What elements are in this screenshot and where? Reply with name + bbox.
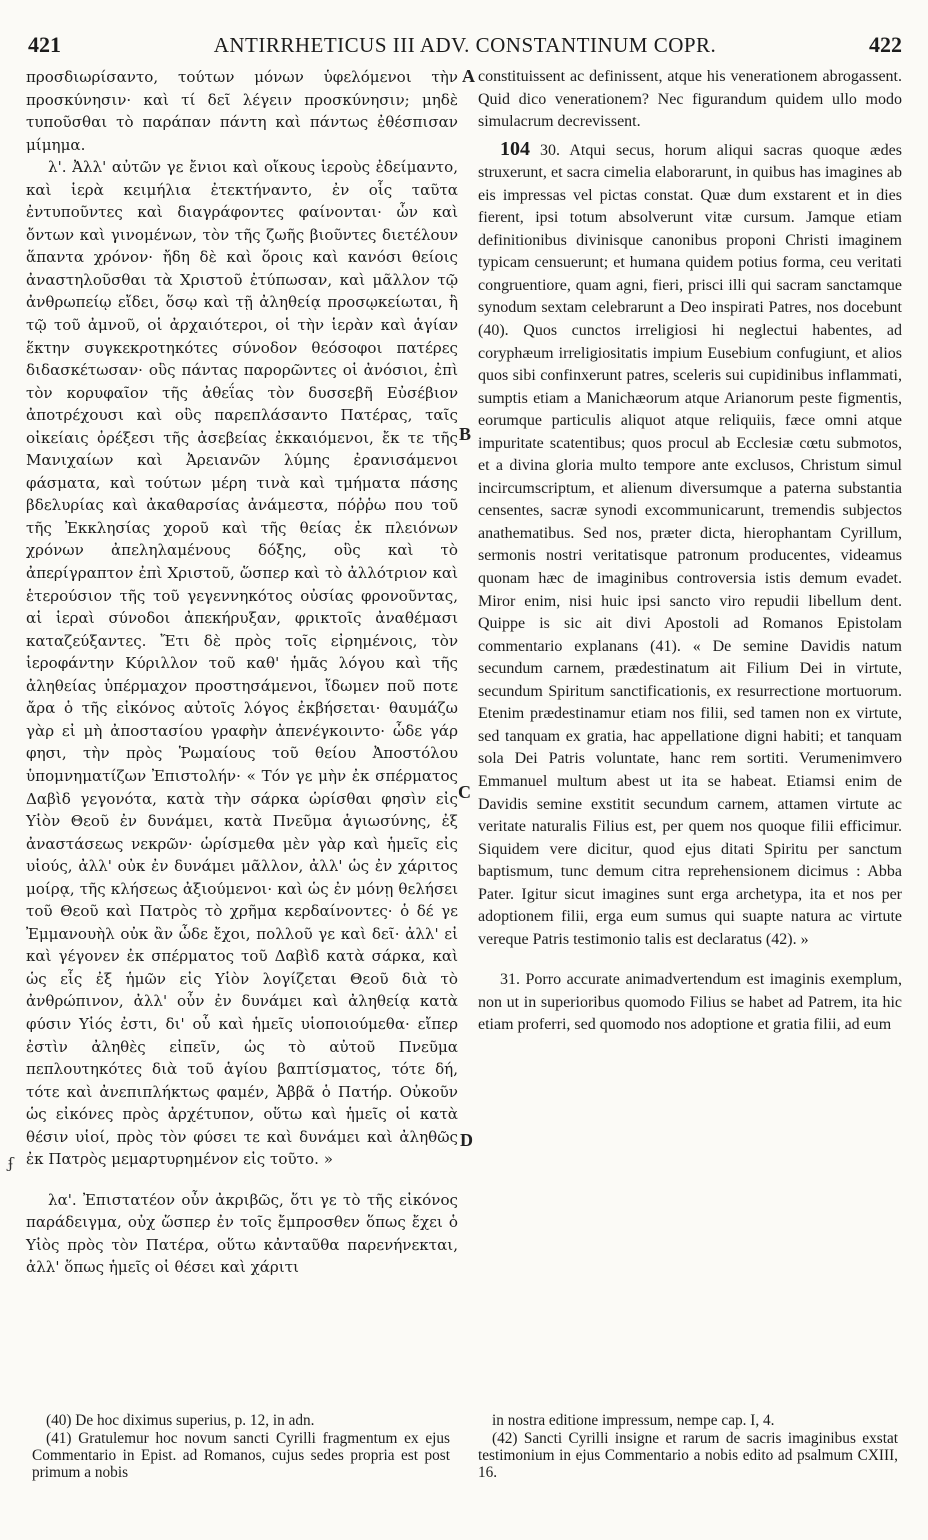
greek-paragraph-30: λ'. Ἀλλ' αὐτῶν γε ἔνιοι καὶ οἴκους ἱεροὺς ἐδείμαντο, καὶ ἱερὰ κειμήλια ἐτεκτήναντο, ἐν οἷς ταῦτα ἐντυποῦντες καὶ διαγράφοντες φαίνονται· ὧν καὶ ὄντων καὶ γινομένων, τὸν τῆς ζωῆς βιοῦντες διετέλουν ἅπαντα χρόνον· ἤδη δὲ καὶ ὅροις καὶ κανόσι θείοις ἀναστηλοῦσθαι τὰ Χριστοῦ ἐτύπωσαν, καὶ μᾶλλον τῷ ἀνθρωπείῳ εἴδει, ὅσῳ καὶ τῇ ἀληθείᾳ προσῳκείωται, ἢ τῷ τοῦ ἀμνοῦ, οἱ ἀρχαιότεροι, οἱ τὴν ἱερὰν καὶ ἁγίαν ἕκτην συγκεκροτηκότες σύνοδον θεόσοφοι πατέρες διδασκέτωσαν· οὓς πάντας παρορῶντες οἱ ἀνόσιοι, ἐπὶ τὸν κορυφαῖον τῆς ἀθεΐας τὸν δυσσεβῆ Εὐσέβιον ἀποτρέχουσι καὶ οὓς παρεπλάσαντο Πατέρας, ταῖς οἰκείαις ὀρέξεσι τῆς ἀσεβείας ἐκκαιόμενοι, ἔκ τε τῆς Μανιχαίων καὶ Ἀρειανῶν λύμης ἐρανισάμενοι φάσματα, καὶ τούτων μέρη τινὰ καὶ τμήματα πάσης βδελυρίας καὶ ἀκαθαρσίας ἀνάμεστα, πόῤῥω που τοῦ τῆς Ἐκκλησίας χοροῦ καὶ τῆς θείας ἐκ πλειόνων χρόνων ἀπεληλαμένους δόξης, οὓς καὶ τὸ ἀπερίγραπτον ἐπὶ Χριστοῦ, ὥσπερ καὶ τὸ ἀλλότριον καὶ ἑτερούσιον τῆς τοῦ γεγεννηκότος οὐσίας φρονοῦντας, αἱ ἱεραὶ σύνοδοι ἀπεκήρυξαν, φρικτοῖς ἀναθέμασι καταζεύξαντες. Ἔτι δὲ πρὸς τοῖς εἰρημένοις, τὸν ἱεροφάντην Κύριλλον τοῦ καθ' ἡμᾶς λόγου καὶ τῆς ἀληθείας ὑπέρμαχον προστησάμενοι, ἴδωμεν ποῦ ποτε ἄρα ὁ τῆς εἰκόνος αὐτοῖς λόγος ἐκβήσεται· θαυμάζω γὰρ εἰ μὴ ἀποστασίου γραφὴν ἀπενέγκοιντο· ὧδε γάρ φησι, τὴν πρὸς Ῥωμαίους τοῦ θείου Ἀποστόλου ὑπομνηματίζων Ἐπιστολήν· « Τόν γε μὴν ἐκ σπέρματος Δαβὶδ γεγονότα, κατὰ τὴν σάρκα ὡρίσθαι φησὶν εἰς Υἱὸν Θεοῦ ἐν δυνάμει, κατὰ Πνεῦμα ἁγιωσύνης, ἐξ ἀναστάσεως νεκρῶν· ὡρίσμεθα μὲν γὰρ καὶ ἡμεῖς εἰς υἱούς, ἀλλ' οὐκ ἐν δυνάμει μᾶλλον, ἀλλ' ὡς ἐν χάριτος μοίρᾳ, τῆς κλήσεως ἀξιούμενοι· καὶ ὡς ἐν μόνῃ θελήσει τοῦ Θεοῦ καὶ Πατρὸς τὸ χρῆμα κερδαίνοντες· ὁ δέ γε Ἐμμανουὴλ οὐκ ἂν ὧδε ἔχοι, πολλοῦ γε καὶ δεῖ· ἀλλ' εἰ καὶ γέγονεν ἐκ σπέρματος τοῦ Δαβὶδ κατὰ σάρκα, καὶ ὡς εἷς ἐξ ἡμῶν εἰς Υἱὸν λογίζεται Θεοῦ διὰ τὸ ἀνθρώπινον, ἀλλ' οὖν ἐν δυνάμει καὶ ἀληθείᾳ κατὰ φύσιν Υἱός ἐστι, δι' οὗ καὶ ἡμεῖς υἱοποιούμεθα· εἴπερ ἐστὶν ἀληθὲς εἰπεῖν, ὡς τὸ αὐτοῦ Πνεῦμα πεπλουτηκότες διὰ τοῦ ἁγίου βαπτίσματος, τότε δή, τότε καὶ ἀνεπιπλήκτως φαμέν, Ἀββᾶ ὁ Πατήρ. Οὐκοῦν ὡς εἰκόνες πρὸς ἀρχέτυπον, οὕτω καὶ ἡμεῖς οἱ κατὰ θέσιν υἱοί, πρὸς τὸν φύσει τε καὶ δυνάμει καὶ ἀληθῶς ἐκ Πατρὸς μεμαρτυρημένον εἰς τοῦτο. » [26, 158, 458, 1169]
footnote-42: (42) Sancti Cyrilli insigne et rarum de sacris imaginibus exstat testimonium in ejus Commentario a nobis edito ad psalmum CXIII, 16. [478, 1430, 898, 1481]
margin-letter-c: C [458, 782, 471, 802]
page-number-left: 421 [28, 32, 61, 57]
greek-paragraph-31: λα'. Ἐπιστατέον οὖν ἀκριβῶς, ὅτι γε τὸ τῆς εἰκόνος παράδειγμα, οὐχ ὥσπερ ἐν τοῖς ἔμπροσθεν ὅπως ἔχει ὁ Υἱὸς πρὸς τὸν Πατέρα, οὕτω κἀνταῦθα παρενήνεκται, ἀλλ' ὅπως ἡμεῖς οἱ θέσει καὶ χάριτι [26, 1190, 458, 1277]
page-number-right: 422 [869, 32, 902, 57]
running-title: ANTIRRHETICUS III ADV. CONSTANTINUM COPR. [213, 33, 717, 57]
footnote-41: (41) Gratulemur hoc novum sancti Cyrilli fragmentum ex ejus Commentario in Epist. ad Romanos, cujus sedes propria est post primum a nobis [32, 1430, 450, 1481]
margin-letter-a: A [462, 66, 475, 86]
footnote-40: (40) De hoc diximus superius, p. 12, in adn. [46, 1412, 315, 1429]
latin-paragraph: constituissent ac definissent, atque his venerationem abrogassent. Quid dico venerationem? Nec figurandum quidem ullo modo simulacrum decrevissent. [478, 68, 902, 131]
latin-paragraph-31: 31. Porro accurate animadvertendum est imaginis exemplum, non ut in superioribus quomodo Filius se habet ad Patrem, ita hic etiam proferri, sed quomodo nos adoptione et gratia filii, ad eum [478, 971, 902, 1034]
footnotes-right [478, 1412, 898, 1482]
running-header [28, 32, 902, 58]
section-number: 104 [500, 137, 530, 160]
latin-column [478, 66, 902, 1037]
greek-paragraph: προσδιωρίσαντο, τούτων μόνων ὑφελόμενοι τὴν προσκύνησιν· καὶ τί δεῖ λέγειν προσκύνησιν; μηδὲ τυποῦσθαι τὸ παράπαν πάντη καὶ πάντως ἐθέσπισαν μίμημα. [26, 68, 458, 154]
margin-asterisk: ʄ [8, 1154, 14, 1172]
margin-letter-b: B [459, 424, 472, 444]
latin-paragraph-30-text: 30. Atqui secus, horum aliqui sacras quoque ædes struxerunt, et sacra cimelia elaborarunt, in quibus has imagines ab eis impressas vel pictas constat. Quæ dum exstarent et in dies fierent, ipsi totum absolverunt vitæ cursum. Jamque etiam definitionibus divinisque canonibus proponi Christi imaginem typicam censuerunt; et humana quidem potius forma, ceu veritati congruentiore, quam agni, fieri, prisci illi qui sacram sanctamque synodum sextam celebrarunt a Deo inspirati Patres, nos docebunt (40). Quos cunctos irreligiosi hi neglectui habentes, ad coryphæum irreligiositatis impium Eusebium confugiunt, et alios quos sibi confinxerunt patres, sceleris sui cupidinibus inflammati, sumptis etiam a Manichæorum atque Arianorum peste figmentis, eorumque particulis aliquot atque reliquiis, fæce omni atque impuritate scatentibus; quos procul ab Ecclesiæ cœtu submotos, et a divina gloria multo tempore ante exclusos, Christum simul incircumscriptum, et alienum diversumque a paterna substantia censentes, sacræ synodi excommunicarunt, tremendis subjectos anathematibus. Sed nos, præter dicta, hierophantam Cyrillum, sermonis nostri veritatisque patronum producentes, videamus quonam hæc de imaginibus controversia istis demum evadet. Miror enim, nisi huic ipsi sancto viro repudii libellum dent. Quippe is sic ait divi Apostoli ad Romanos Epistolam commentario explanans (41). « De semine Davidis natum secundum carnem, prædestinatum ait Filium Dei in virtute, secundum Spiritum sanctificationis, ex resurrectione mortuorum. Etenim prædestinamur etiam nos filii, sed tamen non ex virtute, sed tanquam ex gratia, hac appellatione digni habiti; et tanquam sola Dei Patris voluntate, hanc rem sortiti. Verumenimvero Emmanuel multum abest ut ita se habeat. Etiamsi enim de Davidis semine exstitit secundum carnem, attamen virtute ac veritate naturalis Filius est, per quem nos quoque filii efficimur. Siquidem vere dicitur, quod ejus ditati Spiritu per sanctum baptismum, tunc demum citra reprehensionem dicimus : Abba Pater. Igitur sicut imagines sunt erga archetypa, ita et nos per adoptionem filii, erga eum sumus qui suapte natura ac virtute vereque Patris testimonio talis est declaratus (42). » [478, 141, 902, 948]
footnote-41-continued: in nostra editione impressum, nempe cap. I, 4. [492, 1412, 775, 1429]
latin-paragraph-30 [478, 138, 902, 952]
margin-letter-d: D [460, 1130, 473, 1150]
footnotes-left [32, 1412, 450, 1482]
greek-column [26, 66, 458, 1279]
